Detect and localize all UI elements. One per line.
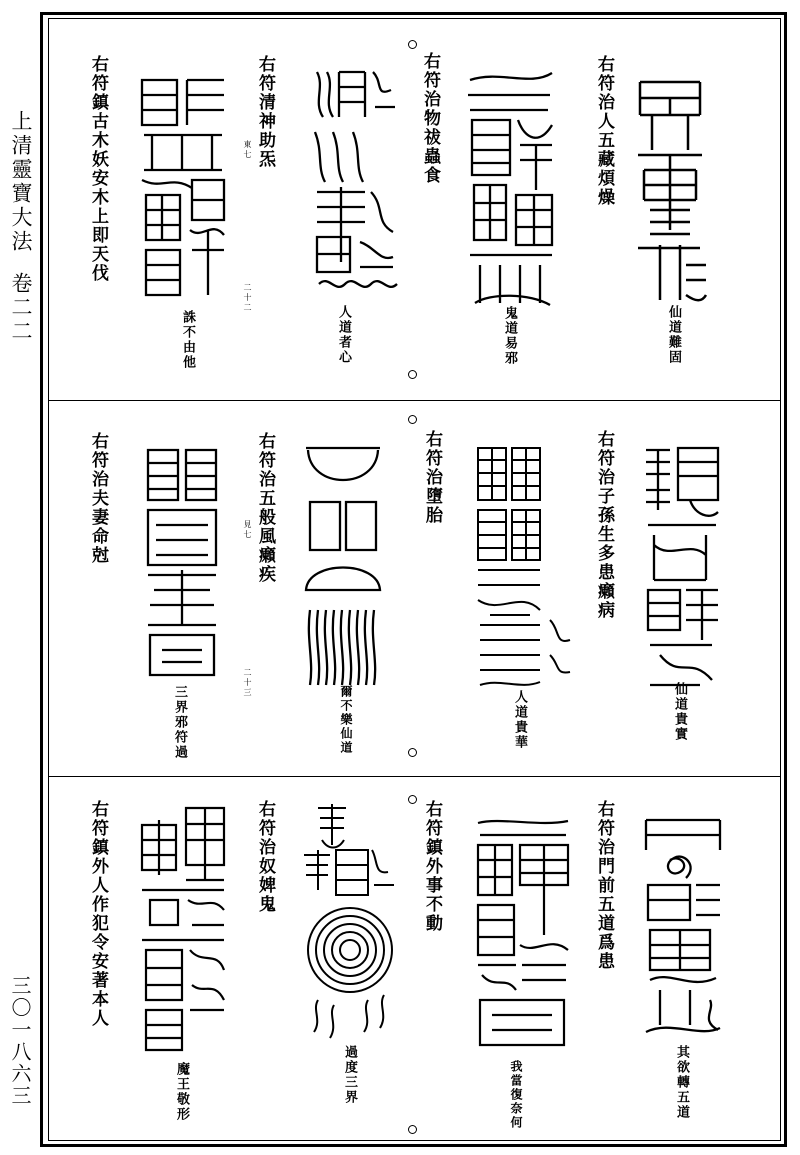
talisman-seal <box>470 815 575 1055</box>
talisman-seal <box>132 800 232 1055</box>
ring-marker <box>408 40 417 49</box>
talisman-seal <box>305 62 400 307</box>
talisman-caption: 仙道貴實 <box>672 682 687 742</box>
talisman-seal <box>142 440 222 680</box>
talisman-caption: 爾不樂仙道 <box>339 685 353 755</box>
talisman-instruction: 右符治夫妻命尅 <box>88 432 108 565</box>
page-number: 三〇一八六三 <box>8 975 32 1107</box>
talisman-caption: 其欲轉五道 <box>674 1045 689 1120</box>
ring-marker <box>408 1125 417 1134</box>
talisman-seal <box>470 440 575 690</box>
talisman-instruction: 右符鎮古木妖安木上即天伐 <box>88 55 108 283</box>
talisman-caption: 我當復奈何 <box>509 1060 523 1130</box>
talisman-seal <box>460 65 560 310</box>
talisman-instruction: 右符治五般風癩疾 <box>255 432 275 584</box>
talisman-caption: 鬼道易邪 <box>502 306 517 366</box>
panel-divider <box>48 776 781 777</box>
talisman-caption: 魔王敬形 <box>174 1062 189 1122</box>
talisman-number-note: 二十三 <box>243 668 252 698</box>
talisman-instruction: 右符治墮胎 <box>422 430 442 525</box>
volume-label: 卷二二 <box>9 272 33 344</box>
talisman-instruction: 右符鎮外事不動 <box>422 800 442 933</box>
book-title: 上清靈寶大法 <box>9 110 33 254</box>
talisman-seal <box>298 800 403 1045</box>
ring-marker <box>408 415 417 424</box>
talisman-instruction: 右符治物祓蟲食 <box>420 52 440 185</box>
ring-marker <box>408 370 417 379</box>
talisman-caption: 誅不由他 <box>180 310 195 370</box>
talisman-caption: 三界邪符過 <box>172 685 187 760</box>
talisman-caption: 過度三界 <box>342 1045 357 1105</box>
talisman-instruction: 右符治子孫生多患癩病 <box>594 430 614 620</box>
talisman-caption: 人道者心 <box>336 305 351 365</box>
talisman-seal <box>132 70 232 305</box>
talisman-instruction: 右符鎮外人作犯令安著本人 <box>88 800 108 1028</box>
talisman-seal <box>640 810 725 1040</box>
talisman-caption: 仙道難固 <box>666 305 681 365</box>
talisman-instruction: 右符治門前五道爲患 <box>594 800 614 971</box>
talisman-seal <box>640 440 722 690</box>
talisman-number-note: 二十二 <box>243 283 252 313</box>
talisman-instruction: 右符清神助炁 <box>255 55 275 169</box>
talisman-caption: 人道貴華 <box>512 690 527 750</box>
talisman-seal <box>630 70 708 310</box>
talisman-small-note: 東七 <box>243 140 252 160</box>
talisman-seal <box>298 440 388 690</box>
ring-marker <box>408 748 417 757</box>
panel-divider <box>48 400 781 401</box>
ring-marker <box>408 795 417 804</box>
talisman-small-note: 見七 <box>243 520 252 540</box>
talisman-instruction: 右符治奴婢鬼 <box>255 800 275 914</box>
talisman-instruction: 右符治人五藏煩燥 <box>594 55 614 207</box>
